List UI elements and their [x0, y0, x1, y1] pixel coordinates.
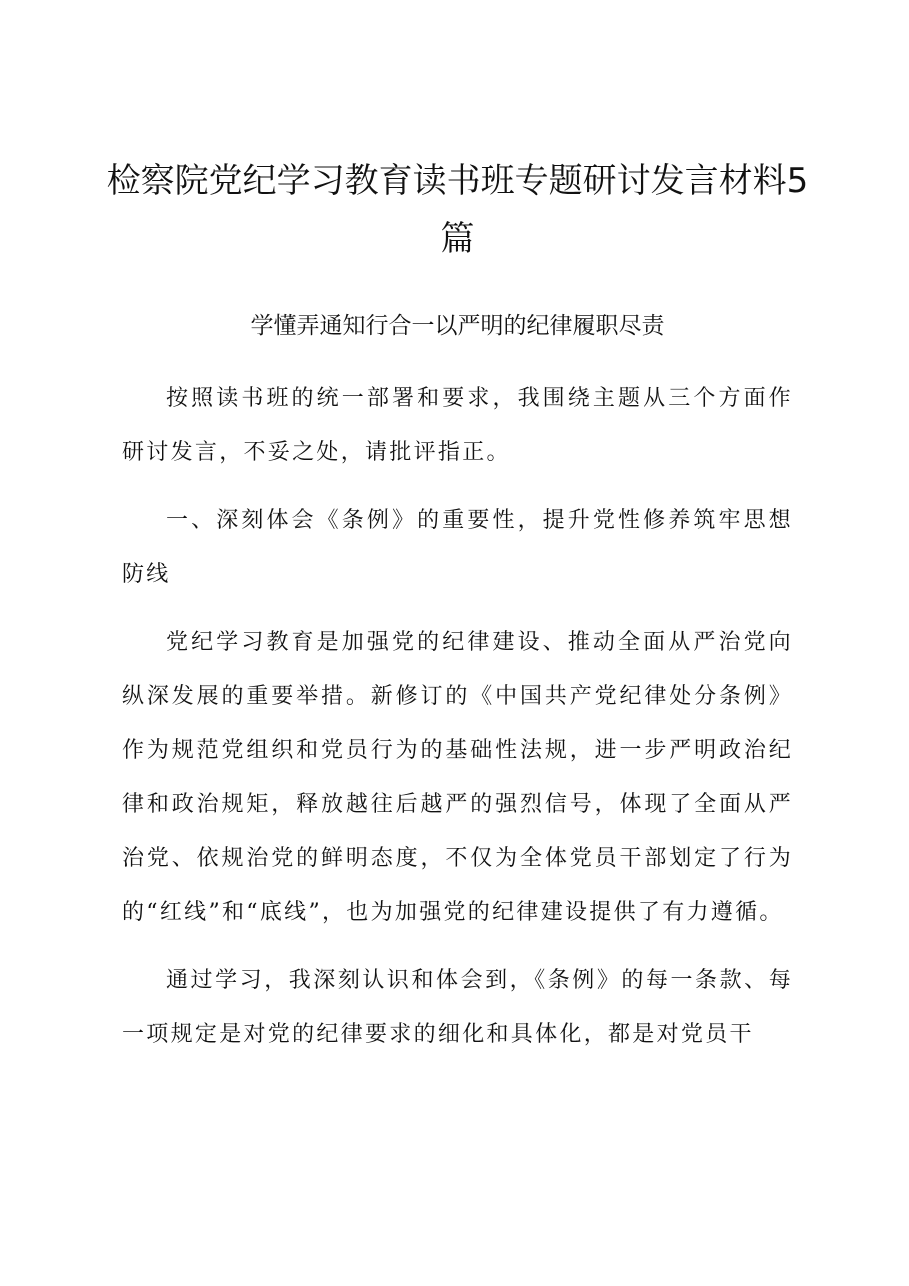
paragraph-intro: 按照读书班的统一部署和要求，我围绕主题从三个方面作研讨发言，不妥之处，请批评指正。	[122, 386, 793, 465]
document-title: 检察院党纪学习教育读书班专题研讨发言材料5篇	[106, 161, 809, 259]
paragraph-body: 党纪学习教育是加强党的纪律建设、推动全面从严治党向纵深发展的重要举措。新修订的《中国共产党纪律处分条例》作为规范党组织和党员行为的基础性法规，进一步严明政治纪律和政治规矩，释放越往后越严的强烈信号，体现了全面从严治党、依规治党的鲜明态度，不仅为全体党员干部划定了行为的“红线”和“底线”，也为加强党的纪律建设提供了有力遵循。	[122, 630, 793, 925]
section-heading-1: 一、深刻体会《条例》的重要性，提升党性修养筑牢思想防线	[122, 508, 793, 587]
document-subtitle: 学懂弄通知行合一以严明的纪律履职尽责	[250, 313, 665, 339]
paragraph-body: 通过学习，我深刻认识和体会到，《条例》的每一条款、每一项规定是对党的纪律要求的细化和具体化，都是对党员干	[122, 968, 793, 1047]
